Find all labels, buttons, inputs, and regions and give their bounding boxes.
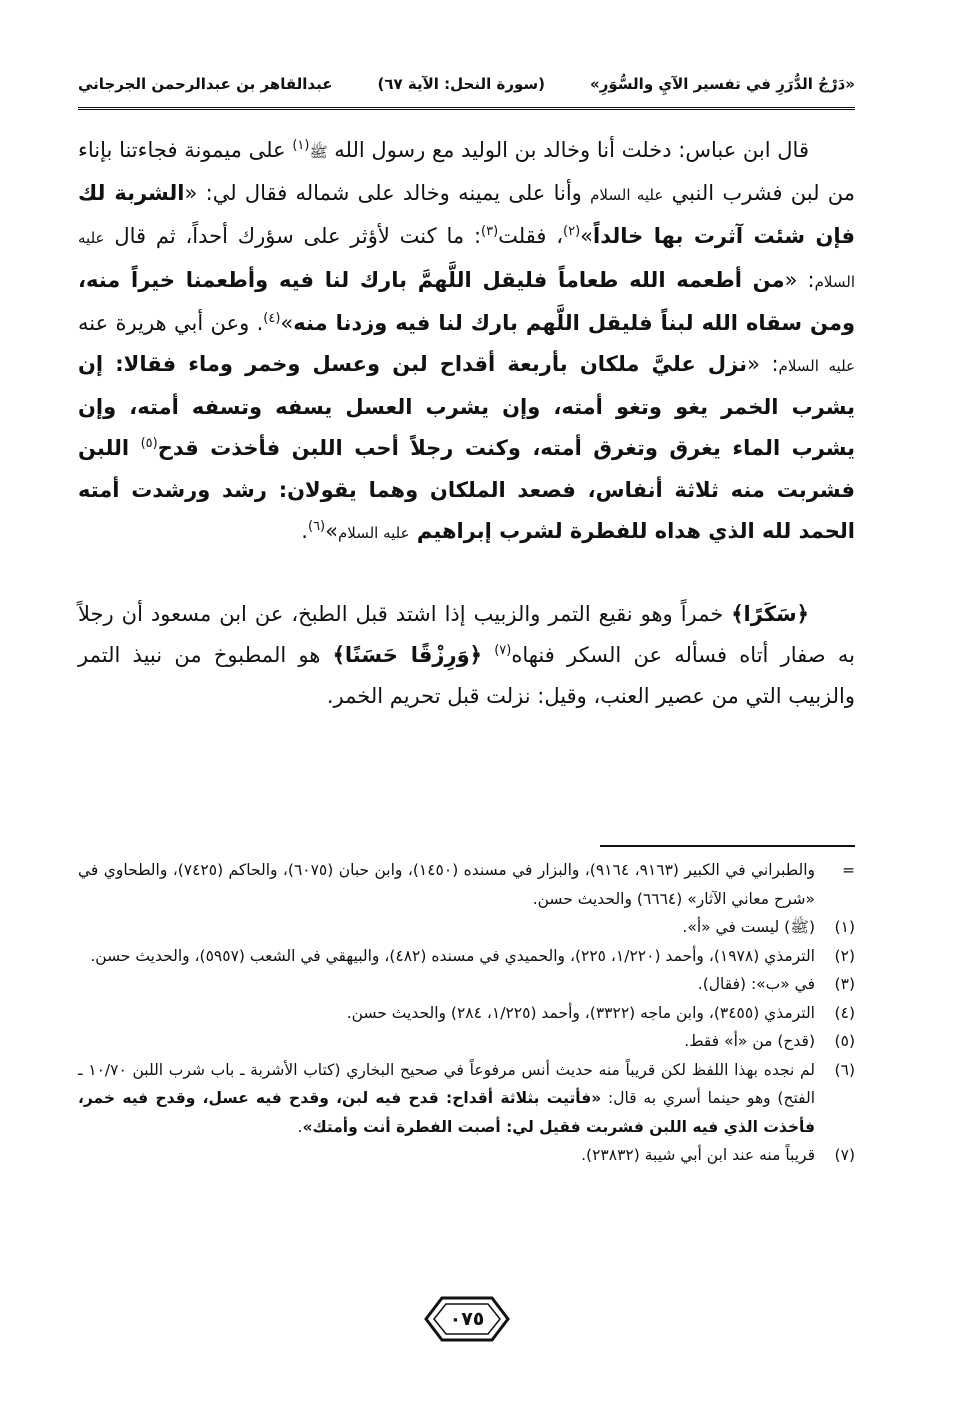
book-page bbox=[78, 64, 855, 1364]
footnote-text-run: . bbox=[297, 1117, 303, 1136]
text-run bbox=[482, 643, 494, 667]
header-book-title: «دَرْجُ الدُّرَرِ في تفسير الآيِ والسُّوَرِ» bbox=[590, 75, 855, 93]
text-run: قال ابن عباس: دخلت أنا وخالد بن الوليد مع رسول الله bbox=[327, 138, 809, 162]
footnote-text: (ﷺ) ليست في «أ». bbox=[682, 918, 815, 936]
footnote-separator bbox=[600, 845, 855, 847]
page-number: ٠٧٥ bbox=[449, 1308, 485, 1330]
text-run: على ميمونة فجاءتنا بإناء من لبن فشرب النبي bbox=[78, 138, 856, 206]
footnote-ref-6: (٦) bbox=[307, 518, 326, 534]
footnote-2 bbox=[78, 942, 855, 971]
main-text bbox=[78, 130, 855, 718]
header-author: عبدالقاهر بن عبدالرحمن الجرجاني bbox=[78, 75, 333, 93]
page-number-ornament bbox=[424, 1294, 510, 1344]
footnote-marker: (٣) bbox=[834, 975, 855, 993]
footnote-marker: = bbox=[842, 861, 855, 879]
text-run: » bbox=[580, 224, 594, 249]
footnote-5 bbox=[78, 1027, 855, 1056]
hadith-quote: اللبن فشربت منه ثلاثة أنفاس، فصعد الملكان وهما يقولان: رشد ورشدت أمته الحمد لله الذي هداه للفطرة لشرب إبراهيم bbox=[78, 436, 855, 543]
footnote-continuation bbox=[78, 856, 855, 913]
footnote-text bbox=[78, 1056, 815, 1142]
footnote-text: (قدح) من «أ» فقط. bbox=[684, 1032, 815, 1050]
footnote-ref-5: (٥) bbox=[140, 436, 158, 452]
footnote-marker: (٦) bbox=[834, 1060, 855, 1079]
footnote-6 bbox=[78, 1056, 855, 1142]
text-run: : ما كنت لأؤثر على سؤرك أحداً، ثم قال bbox=[104, 224, 482, 249]
running-header bbox=[78, 64, 855, 104]
footnote-ref-4: (٤) bbox=[263, 310, 281, 326]
honorific-saw: ﷺ bbox=[309, 143, 328, 161]
footnote-text: الترمذي (١٩٧٨)، وأحمد (١/٢٢٠، ٢٢٥)، والحميدي في مسنده (٤٨٢)، والبيهقي في الشعب (٥٩٥٧)، والحديث حسن. bbox=[90, 946, 815, 965]
quran-verse-word: ﴿وَرِزْقًا حَسَنًا﴾ bbox=[332, 643, 482, 668]
footnote-7 bbox=[78, 1141, 855, 1170]
footnote-4 bbox=[78, 999, 855, 1028]
footnote-text: الترمذي (٣٤٥٥)، وابن ماجه (٣٣٢٢)، وأحمد (١/٢٢٥، ٢٨٤) والحديث حسن. bbox=[346, 1003, 815, 1022]
footnote-hadith-quote: «فأتيت بثلاثة أقداح: قدح فيه لبن، وقدح فيه عسل، وقدح فيه خمر، فأخذت الذي فيه اللبن فشربت فقيل لي: أصبت الفطرة أنت وأمتك» bbox=[78, 1089, 815, 1136]
quran-verse-word: ﴿سَكَرًا﴾ bbox=[731, 602, 809, 627]
paragraph-tafsir bbox=[78, 594, 855, 718]
footnotes bbox=[78, 856, 855, 1170]
footnote-marker: (١) bbox=[834, 918, 855, 936]
footnote-marker: (٢) bbox=[834, 946, 855, 965]
footnote-text: قريباً منه عند ابن أبي شيبة (٢٣٨٣٢). bbox=[581, 1146, 815, 1164]
header-rule bbox=[78, 107, 855, 112]
footnote-ref-2: (٢) bbox=[563, 224, 581, 240]
header-surah-reference: (سورة النحل: الآية ٦٧) bbox=[377, 75, 545, 93]
footnote-3 bbox=[78, 970, 855, 999]
text-run: » bbox=[325, 518, 338, 543]
text-run: هو المطبوخ من نبيذ التمر والزبيب التي من عصير العنب، وقيل: نزلت قبل تحريم الخمر. bbox=[78, 643, 855, 709]
footnote-marker: (٤) bbox=[834, 1003, 855, 1022]
footnote-text: والطبراني في الكبير (٩١٦٣، ٩١٦٤)، والبزار في مسنده (١٤٥٠)، وابن حبان (٦٠٧٥)، والحاكم (٧٤٢٥)، والطحاوي في «شرح معاني الآثار» (٦٦٦٤) والحديث حسن. bbox=[78, 861, 816, 908]
text-run: خمراً وهو نقيع التمر والزبيب إذا اشتد قبل الطبخ، عن ابن مسعود أن رجلاً به صفار أتاه فسأله عن السكر فنهاه bbox=[78, 602, 855, 668]
text-run: . bbox=[301, 518, 308, 543]
hadith-quote: نزل عليَّ ملكان بأربعة أقداح لبن وعسل وخمر وماء فقالا: إن يشرب الخمر يغو وتغو أمته، وإن يشرب العسل يسفه وتسفه أمته، وإن يشرب الماء يغرق وتغرق أمته، وكنت رجلاً أحب اللبن فأخذت قدح bbox=[78, 352, 856, 461]
footnote-marker: (٥) bbox=[834, 1032, 855, 1050]
honorific-salam: عليه السلام bbox=[78, 229, 855, 291]
footnote-ref-3: (٣) bbox=[481, 224, 499, 240]
footnote-marker: (٧) bbox=[834, 1146, 855, 1164]
honorific-salam: عليه السلام bbox=[778, 357, 855, 376]
footnote-ref-7: (٧) bbox=[494, 643, 512, 659]
text-run: ، فقلت bbox=[498, 224, 564, 249]
text-run: وأنا على يمينه وخالد على شماله فقال لي: « bbox=[184, 181, 591, 206]
hadith-quote: الشربة لك فإن شئت آثرت بها خالداً bbox=[78, 181, 856, 249]
paragraph-hadith bbox=[78, 130, 855, 554]
text-run: : « bbox=[784, 267, 815, 292]
footnote-ref-1: (١) bbox=[292, 138, 310, 153]
text-run: . وعن أبي هريرة عنه bbox=[78, 310, 264, 335]
footnote-text: في «ب»: (فقال). bbox=[697, 975, 815, 993]
text-run: » bbox=[280, 310, 294, 335]
hadith-quote: من أطعمه الله طعاماً فليقل اللَّهمَّ بارك لنا فيه وأطعمنا خيراً منه، ومن سقاه الله لبناً فليقل اللَّهم بارك لنا فيه وزدنا منه bbox=[78, 267, 855, 335]
honorific-salam: عليه السلام bbox=[337, 523, 410, 542]
honorific-salam: عليه السلام bbox=[590, 186, 664, 205]
footnote-1 bbox=[78, 913, 855, 942]
text-run: : « bbox=[747, 352, 779, 377]
footnote-text-run: لم نجده بهذا اللفظ لكن قريباً منه حديث أنس مرفوعاً في صحيح البخاري (كتاب الأشربة ـ باب شرب اللبن ١٠/٧٠ ـ الفتح) وهو حينما أسري به قال: bbox=[78, 1060, 816, 1107]
